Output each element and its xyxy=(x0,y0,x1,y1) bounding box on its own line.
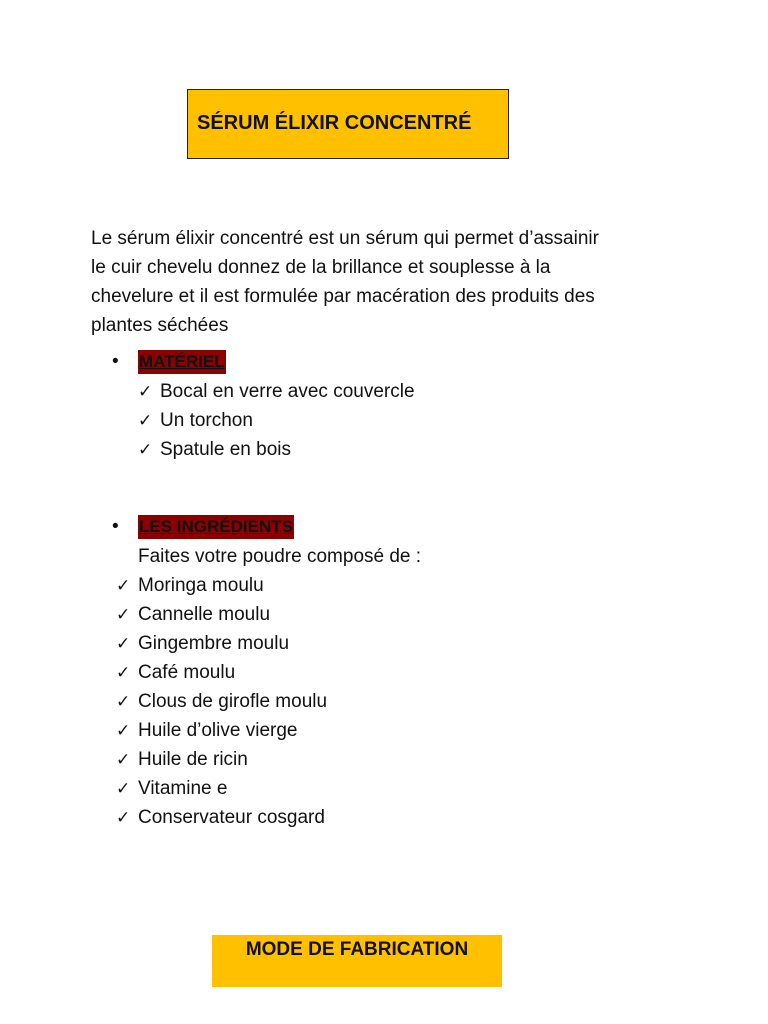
list-item-label: Huile d’olive vierge xyxy=(138,720,298,741)
checkmark-icon: ✓ xyxy=(138,440,153,459)
ingredients-intro: Faites votre poudre composé de : xyxy=(138,546,422,567)
list-item-label: Spatule en bois xyxy=(160,439,291,460)
ingredients-list xyxy=(116,571,327,832)
list-item-label: Moringa moulu xyxy=(138,575,264,596)
mode-heading: MODE DE FABRICATION xyxy=(245,939,469,960)
list-item-label: Bocal en verre avec couvercle xyxy=(160,381,415,402)
checkmark-icon: ✓ xyxy=(116,576,131,595)
list-item xyxy=(116,803,327,832)
intro-line: Le sérum élixir concentré est un sérum qui permet d’assainir xyxy=(91,228,599,249)
checkmark-icon: ✓ xyxy=(138,382,153,401)
checkmark-icon: ✓ xyxy=(116,721,131,740)
intro-paragraph xyxy=(91,224,681,340)
checkmark-icon: ✓ xyxy=(116,663,131,682)
materiel-list xyxy=(138,377,415,464)
intro-line: plantes séchées xyxy=(91,315,229,336)
bullet-icon: • xyxy=(112,351,119,372)
checkmark-icon: ✓ xyxy=(116,634,131,653)
mode-box xyxy=(212,935,502,987)
list-item-label: Café moulu xyxy=(138,662,236,683)
list-item xyxy=(116,571,327,600)
list-item-label: Huile de ricin xyxy=(138,749,248,770)
checkmark-icon: ✓ xyxy=(116,750,131,769)
list-item xyxy=(116,629,327,658)
list-item xyxy=(116,658,327,687)
ingredients-heading: LES INGRÉDIENTS xyxy=(138,515,294,539)
list-item xyxy=(116,687,327,716)
list-item-label: Vitamine e xyxy=(138,778,228,799)
list-item-label: Conservateur cosgard xyxy=(138,807,325,828)
document-title: SÉRUM ÉLIXIR CONCENTRÉ xyxy=(197,112,472,134)
title-box xyxy=(187,89,509,159)
list-item-label: Cannelle moulu xyxy=(138,604,271,625)
checkmark-icon: ✓ xyxy=(116,808,131,827)
list-item xyxy=(138,435,415,464)
bullet-icon: • xyxy=(112,516,119,537)
list-item xyxy=(116,600,327,629)
list-item xyxy=(116,745,327,774)
list-item xyxy=(138,406,415,435)
list-item-label: Clous de girofle moulu xyxy=(138,691,328,712)
intro-line: chevelure et il est formulée par macération des produits des xyxy=(91,286,595,307)
list-item-label: Gingembre moulu xyxy=(138,633,290,654)
checkmark-icon: ✓ xyxy=(116,605,131,624)
checkmark-icon: ✓ xyxy=(138,411,153,430)
checkmark-icon: ✓ xyxy=(116,692,131,711)
list-item xyxy=(138,377,415,406)
list-item xyxy=(116,716,327,745)
list-item-label: Un torchon xyxy=(160,410,253,431)
intro-line: le cuir chevelu donnez de la brillance et souplesse à la xyxy=(91,257,551,278)
list-item xyxy=(116,774,327,803)
materiel-heading: MATÉRIEL xyxy=(138,350,226,374)
checkmark-icon: ✓ xyxy=(116,779,131,798)
